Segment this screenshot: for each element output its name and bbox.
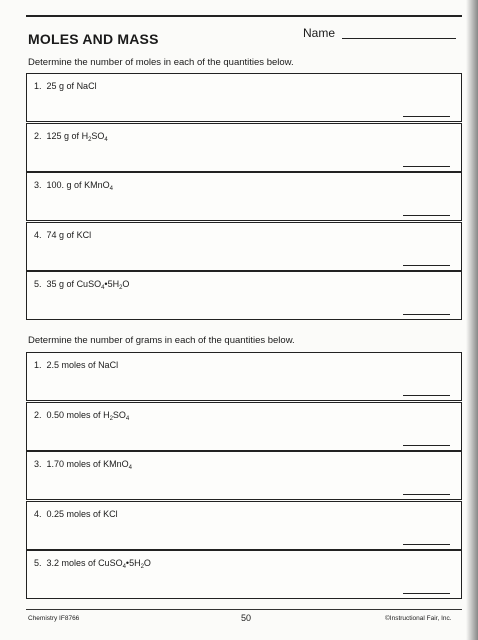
question-label [34, 509, 118, 519]
chemical-formula [84, 180, 113, 190]
page-number: 50 [241, 613, 252, 623]
question-quantity: 125 g of [46, 130, 82, 141]
page-title: MOLES AND MASS [28, 31, 159, 47]
formula-part: •5H [104, 279, 120, 289]
formula-subscript: 2 [119, 285, 123, 291]
question-label [34, 131, 108, 141]
formula-subscript: 4 [125, 415, 130, 422]
formula-part: CuSO [98, 558, 123, 568]
question-label [34, 360, 118, 370]
formula-part: NaCl [98, 360, 119, 370]
name-label: Name [303, 26, 336, 40]
question-label [34, 81, 97, 91]
chemical-formula [77, 279, 130, 289]
formula-part: O [143, 558, 151, 568]
answer-line[interactable] [403, 116, 450, 117]
formula-subscript: 2 [140, 564, 144, 570]
chemical-formula [98, 360, 118, 370]
formula-part: H [81, 130, 89, 141]
question-number: 1. [34, 360, 42, 370]
answer-line[interactable] [403, 265, 450, 266]
question-quantity: 35 g of [46, 279, 77, 289]
chemical-formula [103, 410, 129, 420]
question-box [26, 352, 462, 401]
formula-subscript: 4 [122, 564, 126, 570]
formula-part: KCl [76, 229, 92, 240]
answer-line[interactable] [403, 215, 450, 216]
formula-subscript: 2 [88, 136, 92, 143]
question-box [26, 73, 462, 122]
formula-part: O [122, 279, 130, 289]
answer-line[interactable] [403, 593, 450, 594]
question-quantity: 0.50 moles of [46, 409, 104, 420]
answer-line[interactable] [403, 544, 450, 545]
question-box [26, 123, 462, 172]
question-box [26, 501, 462, 550]
formula-part: H [103, 409, 110, 420]
question-quantity: 2.5 moles of [46, 360, 99, 370]
question-quantity: 3.2 moles of [46, 558, 99, 568]
question-box [26, 402, 462, 451]
question-number: 2. [34, 130, 42, 141]
formula-part: KMnO [84, 180, 110, 190]
question-quantity: 25 g of [46, 81, 77, 91]
formula-subscript: 4 [104, 136, 108, 143]
formula-part: •5H [125, 558, 141, 568]
question-number: 5. [34, 558, 42, 568]
formula-part: NaCl [76, 81, 97, 91]
question-box [26, 172, 462, 221]
question-quantity: 0.25 moles of [46, 508, 104, 519]
answer-line[interactable] [403, 445, 450, 446]
question-label [34, 410, 129, 420]
chemical-formula [77, 81, 97, 91]
chemical-formula [82, 131, 108, 141]
answer-line[interactable] [403, 314, 450, 315]
chemical-formula [77, 230, 92, 240]
question-label [34, 558, 151, 568]
formula-part: SO [91, 130, 105, 141]
top-rule [26, 15, 462, 17]
question-number: 5. [34, 279, 42, 289]
section2-instruction: Determine the number of grams in each of the quantities below. [28, 335, 295, 346]
question-label [34, 279, 129, 289]
formula-part: SO [112, 409, 126, 420]
formula-subscript: 4 [101, 285, 105, 291]
question-label [34, 230, 91, 240]
answer-line[interactable] [403, 395, 450, 396]
footer-course: Chemistry IF8766 [28, 615, 80, 622]
question-number: 4. [34, 508, 42, 519]
chemical-formula [103, 459, 132, 469]
question-number: 3. [34, 459, 42, 469]
formula-subscript: 2 [109, 415, 113, 422]
footer-publisher: ©Instructional Fair, Inc. [385, 615, 452, 622]
chemical-formula [103, 509, 118, 519]
question-quantity: 74 g of [46, 229, 77, 240]
formula-part: CuSO [76, 279, 102, 289]
question-box [26, 271, 462, 320]
question-quantity: 1.70 moles of [46, 459, 104, 469]
answer-line[interactable] [403, 494, 450, 495]
binding-shadow [466, 0, 478, 640]
formula-subscript: 4 [109, 186, 113, 192]
question-quantity: 100. g of [46, 180, 85, 190]
question-number: 1. [34, 81, 42, 91]
answer-line[interactable] [403, 166, 450, 167]
formula-part: KMnO [103, 459, 129, 469]
question-number: 2. [34, 409, 42, 420]
question-number: 4. [34, 229, 42, 240]
question-label [34, 180, 113, 190]
footer-rule [26, 609, 462, 610]
section1-instruction: Determine the number of moles in each of the quantities below. [28, 57, 294, 68]
question-box [26, 451, 462, 500]
question-label [34, 459, 132, 469]
formula-part: KCl [103, 508, 118, 519]
name-field[interactable] [342, 38, 456, 39]
question-number: 3. [34, 180, 42, 190]
question-box [26, 222, 462, 271]
formula-subscript: 4 [128, 465, 132, 471]
question-box [26, 550, 462, 599]
chemical-formula [98, 558, 151, 568]
